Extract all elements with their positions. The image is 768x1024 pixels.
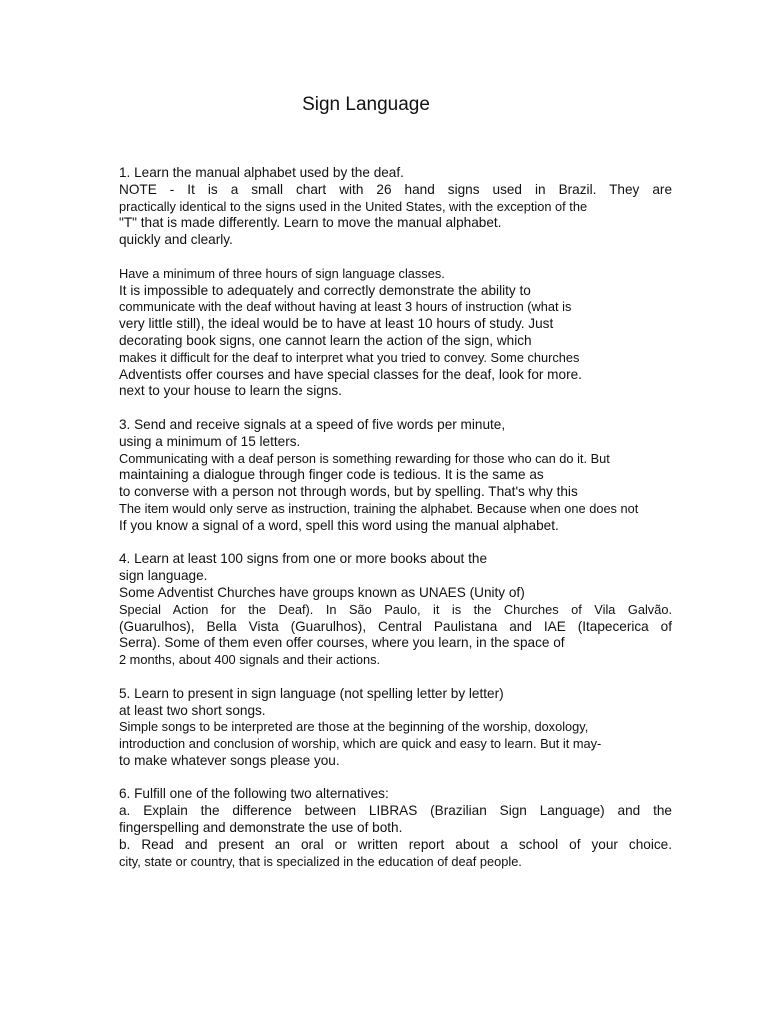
text-line: quickly and clearly. — [119, 232, 233, 248]
text-line: Have a minimum of three hours of sign language classes. — [119, 265, 445, 281]
text-line: very little still), the ideal would be to have at least 10 hours of study. Just — [119, 316, 554, 332]
text-line: 1. Learn the manual alphabet used by the deaf. — [119, 165, 404, 180]
paragraph-gap — [119, 669, 672, 686]
document-body — [119, 165, 672, 870]
text-line: a. Explain the difference between LIBRAS (Brazilian Sign Language) and the — [119, 803, 672, 819]
paragraph-1 — [119, 165, 672, 249]
text-line: Simple songs to be interpreted are those at the beginning of the worship, doxology, — [119, 719, 589, 735]
paragraph-5 — [119, 686, 672, 770]
text-line: sign language. — [119, 568, 208, 584]
text-line: next to your house to learn the signs. — [119, 383, 342, 399]
text-line: introduction and conclusion of worship, which are quick and easy to learn. But it may- — [119, 736, 602, 752]
text-line: makes it difficult for the deaf to interpret what you tried to convey. Some churches — [119, 349, 580, 365]
text-line: 3. Send and receive signals at a speed of five words per minute, — [119, 416, 506, 432]
text-line: Communicating with a deaf person is something rewarding for those who can do it. But — [119, 450, 610, 466]
text-line: to converse with a person not through words, but by spelling. That's why this — [119, 484, 578, 500]
text-line: Some Adventist Churches have groups known as UNAES (Unity of) — [119, 584, 525, 600]
page-title: Sign Language — [302, 94, 430, 115]
paragraph-gap — [119, 770, 672, 787]
text-line: It is impossible to adequately and correctly demonstrate the ability to — [119, 282, 531, 298]
text-line: fingerspelling and demonstrate the use of both. — [119, 820, 403, 836]
text-line: (Guarulhos), Bella Vista (Guarulhos), Central Paulistana and IAE (Itapecerica of — [119, 618, 672, 634]
text-line: If you know a signal of a word, spell this word using the manual alphabet. — [119, 517, 559, 533]
text-line: 6. Fulfill one of the following two alternatives: — [119, 786, 389, 802]
paragraph-gap — [119, 249, 672, 266]
text-line: NOTE - It is a small chart with 26 hand signs used in Brazil. They are — [119, 181, 672, 197]
text-line: maintaining a dialogue through finger code is tedious. It is the same as — [119, 467, 544, 483]
paragraph-gap — [119, 535, 672, 552]
paragraph-6 — [119, 786, 672, 870]
text-line: to make whatever songs please you. — [119, 752, 340, 768]
paragraph-4 — [119, 551, 672, 669]
text-line: at least two short songs. — [119, 702, 266, 718]
text-line: decorating book signs, one cannot learn the action of the sign, which — [119, 332, 532, 348]
paragraph-3 — [119, 417, 672, 535]
text-line: b. Read and present an oral or written report about a school of your choice. — [119, 836, 672, 852]
text-line: "T" that is made differently. Learn to move the manual alphabet. — [119, 215, 502, 231]
paragraph-gap — [119, 400, 672, 417]
text-line: using a minimum of 15 letters. — [119, 433, 301, 449]
text-line: Adventists offer courses and have special classes for the deaf, look for more. — [119, 366, 582, 382]
text-line: The item would only serve as instruction, training the alphabet. Because when one does not — [119, 500, 639, 516]
text-line: 5. Learn to present in sign language (not spelling letter by letter) — [119, 685, 504, 701]
text-line: Special Action for the Deaf). In São Paulo, it is the Churches of Vila Galvão. — [119, 601, 672, 617]
paragraph-2 — [119, 266, 672, 400]
text-line: communicate with the deaf without having at least 3 hours of instruction (what is — [119, 299, 572, 315]
text-line: 2 months, about 400 signals and their actions. — [119, 652, 381, 668]
text-line: practically identical to the signs used in the United States, with the exception of the — [119, 198, 588, 214]
text-line: 4. Learn at least 100 signs from one or more books about the — [119, 551, 488, 567]
text-line: Serra). Some of them even offer courses, where you learn, in the space of — [119, 635, 565, 651]
text-line: city, state or country, that is specialized in the education of deaf people. — [119, 853, 522, 869]
